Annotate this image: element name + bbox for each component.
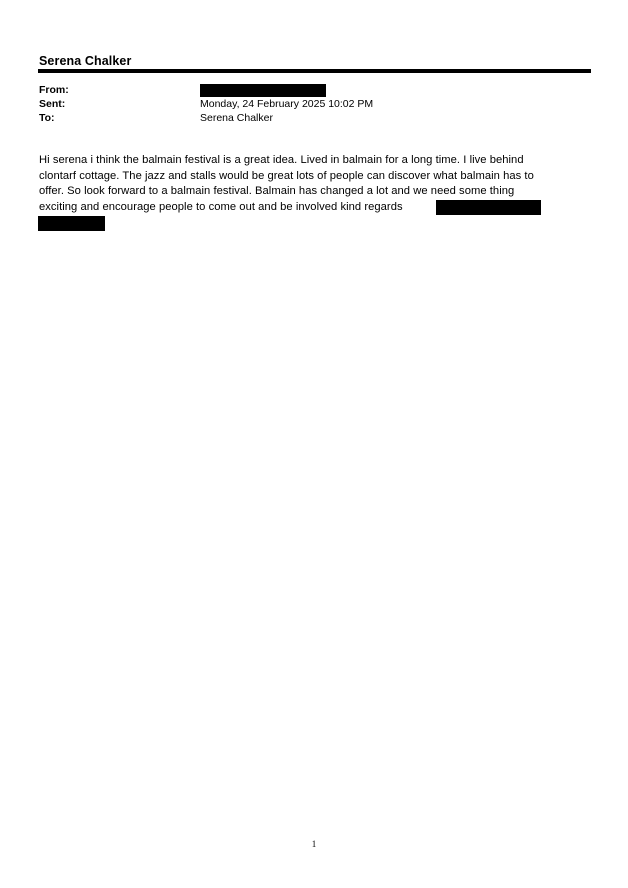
body-line: clontarf cottage. The jazz and stalls would be great lots of people can discover what balmain has to <box>39 169 534 182</box>
sent-value: Monday, 24 February 2025 10:02 PM <box>200 98 374 110</box>
body-line: exciting and encourage people to come out and be involved kind regards <box>39 200 403 213</box>
page-number: 1 <box>311 839 317 849</box>
header-divider <box>38 69 591 73</box>
mailbox-owner-name: Serena Chalker <box>39 54 132 68</box>
to-value: Serena Chalker <box>200 112 273 124</box>
redacted-signature-name <box>436 200 541 215</box>
body-line: offer. So look forward to a balmain festival. Balmain has changed a lot and we need some thing <box>39 185 515 197</box>
body-line: Hi serena i think the balmain festival is a great idea. Lived in balmain for a long time. I live behind <box>39 154 524 166</box>
redacted-signature-continued <box>38 216 105 231</box>
from-label: From: <box>39 84 69 96</box>
sent-label: Sent: <box>39 98 66 110</box>
redacted-sender <box>200 84 326 97</box>
to-label: To: <box>39 112 55 124</box>
